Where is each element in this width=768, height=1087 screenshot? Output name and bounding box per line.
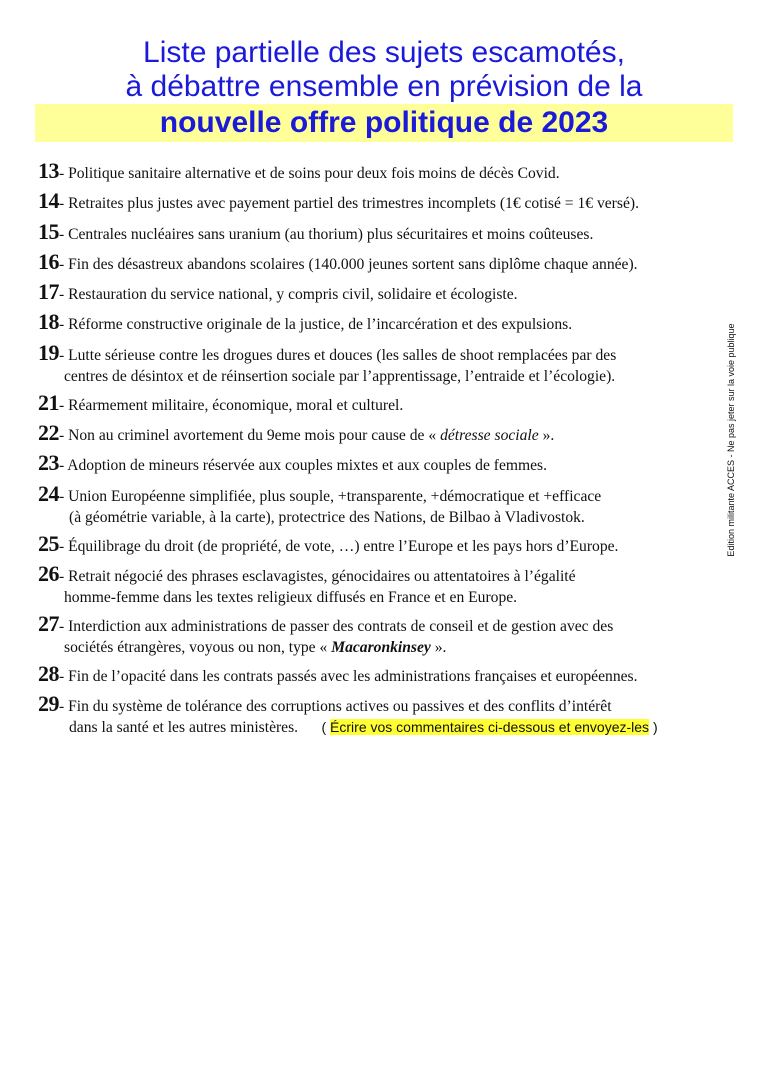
item-text: - Retraites plus justes avec payement partiel des trimestres incomplets (1€ cotisé = 1€ versé). bbox=[59, 195, 639, 213]
title-line-1: Liste partielle des sujets escamotés, bbox=[143, 36, 625, 69]
list-item bbox=[38, 560, 738, 608]
title-line-2: à débattre ensemble en prévision de la bbox=[125, 70, 643, 103]
list-item bbox=[38, 693, 738, 738]
list-item bbox=[38, 281, 738, 305]
item-text-continued: sociétés étrangères, voyous ou non, type « bbox=[64, 638, 332, 656]
list-item bbox=[38, 530, 738, 557]
list-item bbox=[38, 422, 738, 446]
item-text: - Adoption de mineurs réservée aux couples mixtes et aux couples de femmes. bbox=[59, 457, 548, 475]
item-text: - Retrait négocié des phrases esclavagistes, génocidaires ou attentatoires à l’égalité bbox=[59, 567, 576, 585]
item-text-italic: détresse sociale bbox=[440, 427, 539, 445]
list-item bbox=[38, 190, 738, 214]
list-item bbox=[38, 480, 738, 528]
item-number: 22 bbox=[38, 420, 59, 446]
item-text-continued: homme-femme dans les textes religieux diffusés en France et en Europe. bbox=[64, 588, 518, 606]
item-text: - Centrales nucléaires sans uranium (au thorium) plus sécuritaires et moins coûteuses. bbox=[59, 225, 594, 243]
item-number: 19 bbox=[38, 339, 59, 365]
item-number: 24 bbox=[38, 480, 59, 506]
list-item bbox=[38, 339, 738, 387]
page-header bbox=[0, 36, 768, 142]
item-number: 29 bbox=[38, 691, 59, 717]
list-item bbox=[38, 660, 738, 687]
item-text: - Union Européenne simplifiée, plus souple, +transparente, +démocratique et +efficace bbox=[59, 487, 602, 505]
item-text: - Restauration du service national, y compris civil, solidaire et écologiste. bbox=[59, 286, 518, 304]
item-text: - Fin des désastreux abandons scolaires (140.000 jeunes sortent sans diplôme chaque année). bbox=[59, 255, 638, 273]
item-number: 13 bbox=[38, 158, 59, 183]
item-text: - Fin du système de tolérance des corruptions actives ou passives et des conflits d’intérêt bbox=[59, 698, 612, 716]
item-text-continued: dans la santé et les autres ministères. bbox=[69, 719, 299, 737]
side-caption: Edition militante ACCES - Ne pas jeter sur la voie publique bbox=[726, 323, 736, 557]
item-text: - Réarmement militaire, économique, moral et culturel. bbox=[59, 396, 404, 414]
item-text: - Équilibrage du droit (de propriété, de vote, …) entre l’Europe et les pays hors d’Europe. bbox=[59, 537, 619, 555]
title-line-3-highlighted: nouvelle offre politique de 2023 bbox=[35, 104, 733, 142]
item-number: 18 bbox=[38, 309, 59, 335]
item-text: - Lutte sérieuse contre les drogues dures et douces (les salles de shoot remplacées par des bbox=[59, 346, 617, 364]
item-number: 25 bbox=[38, 530, 59, 556]
item-text-continued: centres de désintox et de réinsertion sociale par l’apprentissage, l’entraide et l’écologie). bbox=[64, 367, 616, 385]
item-text: - Politique sanitaire alternative et de soins pour deux fois moins de décès Covid. bbox=[59, 165, 560, 182]
item-text: - Réforme constructive originale de la justice, de l’incarcération et des expulsions. bbox=[59, 316, 573, 334]
item-number: 15 bbox=[38, 218, 59, 244]
item-number: 26 bbox=[38, 560, 59, 586]
item-text: ». bbox=[430, 638, 447, 656]
item-text-continued: (à géométrie variable, à la carte), protectrice des Nations, de Bilbao à Vladivostok. bbox=[69, 508, 585, 526]
item-number: 28 bbox=[38, 660, 59, 686]
list-item bbox=[38, 218, 738, 245]
item-text: - Non au criminel avortement du 9eme mois pour cause de « bbox=[59, 427, 441, 445]
item-text: - Fin de l’opacité dans les contrats passés avec les administrations françaises et européennes. bbox=[59, 667, 638, 685]
item-number: 16 bbox=[38, 248, 59, 274]
note-close-paren: ) bbox=[652, 719, 658, 736]
list-item bbox=[38, 452, 738, 476]
item-number: 17 bbox=[38, 279, 59, 305]
list-item bbox=[38, 610, 738, 658]
list-item bbox=[38, 160, 738, 184]
list-item bbox=[38, 389, 738, 416]
item-text: ». bbox=[538, 427, 555, 445]
item-number: 27 bbox=[38, 610, 59, 636]
list-item bbox=[38, 248, 738, 275]
topics-list bbox=[38, 160, 738, 745]
note-open-paren: ( bbox=[321, 719, 327, 736]
item-text-bold-italic: Macaronkinsey bbox=[331, 638, 431, 656]
comment-instruction-highlight: Écrire vos commentaires ci-dessous et envoyez-les bbox=[330, 719, 650, 736]
list-item bbox=[38, 311, 738, 335]
item-number: 23 bbox=[38, 450, 59, 476]
item-number: 21 bbox=[38, 389, 59, 415]
item-text: - Interdiction aux administrations de passer des contrats de conseil et de gestion avec des bbox=[59, 617, 614, 635]
item-number: 14 bbox=[38, 188, 59, 214]
